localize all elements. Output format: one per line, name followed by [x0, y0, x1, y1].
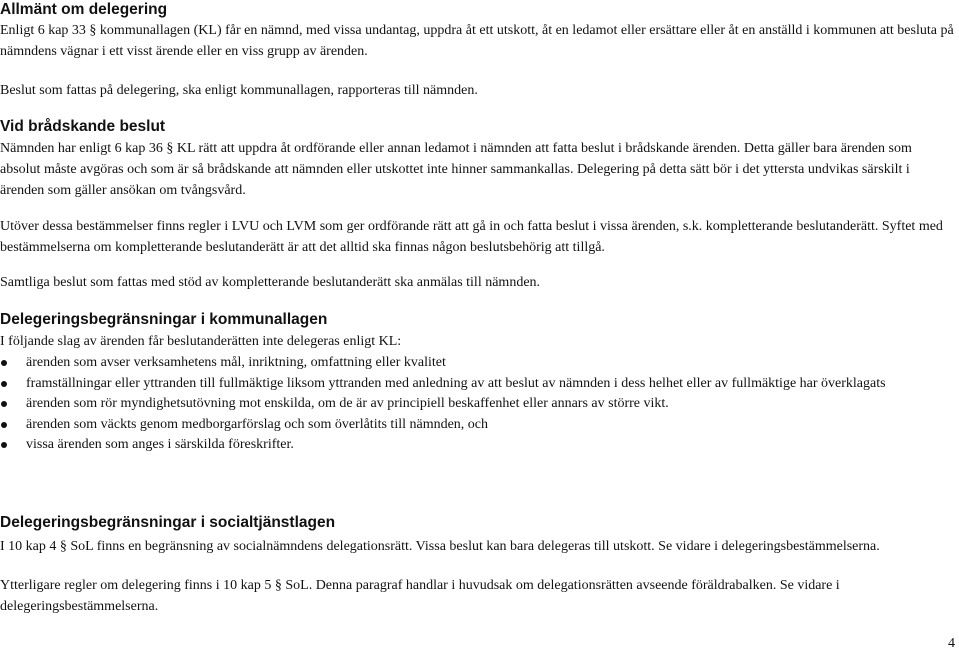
bullet-icon — [1, 422, 7, 428]
paragraph-lvu-lvm: Utöver dessa bestämmelser finns regler i LVU och LVM som ger ordförande rätt att gå in och fatta beslut i vissa ärenden, s.k. kompletterande beslutanderätt. Syftet med bestämmelserna om kompletterande beslutanderätt är att det alltid ska finnas någon beslutsbehörig att tillgå. — [0, 219, 943, 255]
page-number: 4 — [948, 636, 955, 651]
bullet-icon — [1, 401, 7, 407]
paragraph-reporting: Beslut som fattas på delegering, ska enligt kommunallagen, rapporteras till nämnden. — [0, 83, 478, 98]
bullet-icon — [1, 360, 7, 366]
list-item-text: ärenden som avser verksamhetens mål, inriktning, omfattning eller kvalitet — [26, 355, 446, 370]
list-item — [0, 415, 955, 436]
list-item — [0, 394, 955, 415]
paragraph-urgent-decisions: Nämnden har enligt 6 kap 36 § KL rätt att uppdra åt ordförande eller annan ledamot i nämnden att fatta beslut i brådskande ärenden. Detta gäller bara ärenden som absolut måste avgöras och som är så brådskande att nämnden eller utskottet inte hinner sammankallas. Delegering på detta sätt bör i det yttersta undvikas särskilt i ärenden som gäller ansökan om tvångsvård. — [0, 141, 912, 198]
heading-begransningar-kommunallagen: Delegeringsbegränsningar i kommunallagen — [0, 311, 328, 328]
list-item-text: vissa ärenden som anges i särskilda föreskrifter. — [26, 437, 294, 452]
heading-allmant-om-delegering: Allmänt om delegering — [0, 1, 168, 18]
list-item — [0, 353, 955, 374]
paragraph-delegation-rule: Enligt 6 kap 33 § kommunallagen (KL) får en nämnd, med vissa undantag, uppdra åt ett utskott, åt en ledamot eller ersättare eller åt en anställd i kommunen att besluta på nämndens vägnar i ett visst ärende eller en viss grupp av ärenden. — [0, 23, 954, 59]
list-item-text: framställningar eller yttranden till fullmäktige liksom yttranden med anledning av att beslut av nämnden i dess helhet eller av fullmäktige har överklagats — [26, 375, 886, 391]
restriction-list — [0, 353, 955, 456]
list-item — [0, 374, 955, 395]
paragraph-restriction-intro: I följande slag av ärenden får beslutanderätten inte delegeras enligt KL: — [0, 334, 402, 349]
bullet-icon — [1, 442, 7, 448]
paragraph-sol-10-4: I 10 kap 4 § SoL finns en begränsning av socialnämndens delegationsrätt. Vissa beslut kan bara delegeras till utskott. Se vidare i delegeringsbestämmelserna. — [0, 539, 880, 554]
bullet-icon — [1, 381, 7, 387]
heading-begransningar-socialtjanstlagen: Delegeringsbegränsningar i socialtjänstlagen — [0, 514, 336, 531]
paragraph-sol-10-5: Ytterligare regler om delegering finns i 10 kap 5 § SoL. Denna paragraf handlar i huvudsak om delegationsrätten avseende föräldrabalken. Se vidare i delegeringsbestämmelserna. — [0, 578, 840, 614]
list-item-text: ärenden som väckts genom medborgarförslag och som överlåtits till nämnden, och — [26, 416, 489, 432]
heading-vid-bradskande-beslut: Vid brådskande beslut — [0, 118, 166, 135]
paragraph-reporting-supplementary: Samtliga beslut som fattas med stöd av kompletterande beslutanderätt ska anmälas till nämnden. — [0, 275, 541, 290]
list-item — [0, 435, 955, 456]
list-item-text: ärenden som rör myndighetsutövning mot enskilda, om de är av principiell beskaffenhet eller annars av större vikt. — [26, 396, 669, 411]
